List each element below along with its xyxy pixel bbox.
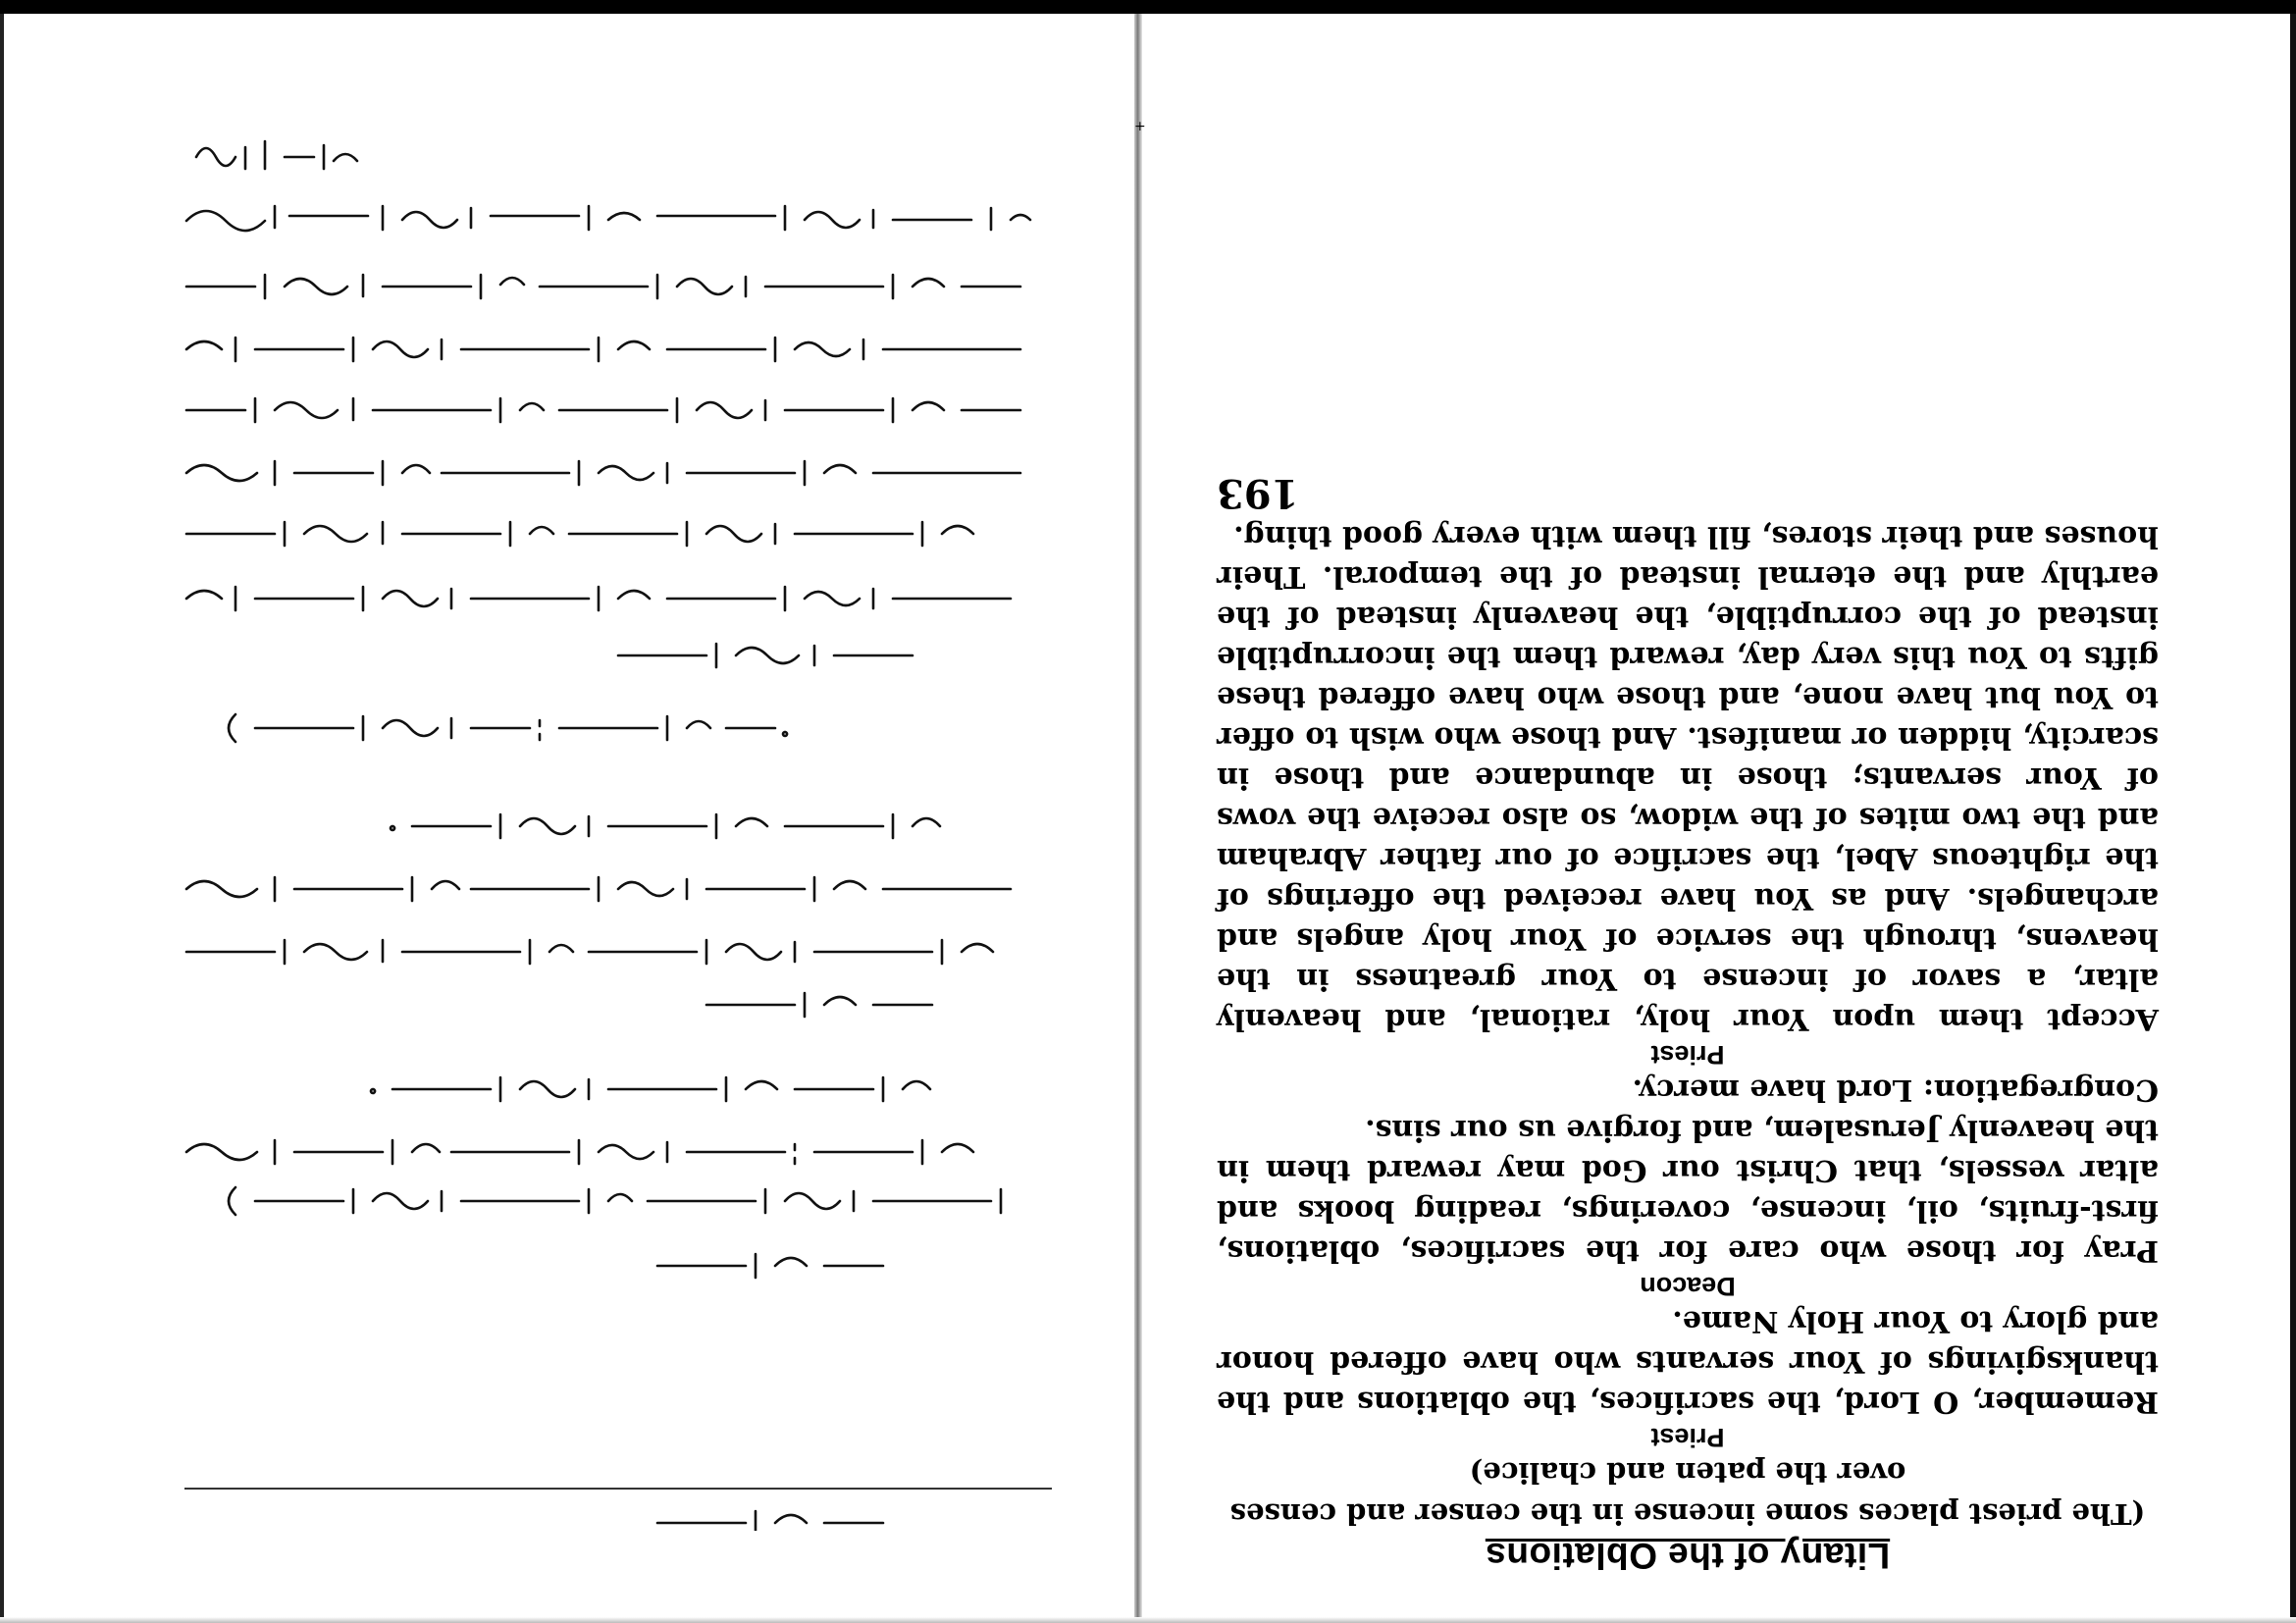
- scan-bottom-shadow: [0, 1617, 2296, 1623]
- page-title: Litany of the Oblations: [1485, 1536, 1891, 1576]
- rubric-instruction: (The priest places some incense in the censer and censes over the paten and chalice): [1229, 1456, 2146, 1531]
- priest-prayer-2: Accept them upon Your holy, rational, and heavenly altar, a savor of incense to Your greatness in the heavens, through the service of Your holy angels and archangels. And as You have received the offerings of the righteous Abel, the sacrifice of our father Abraham and the two mites of the widow, so also receive the vows of Your servants; those in abundance and those in scarcity, hidden or manifest. And those who wish to offer to You but have none, and those who have offered these gifts to You this very day, reward them the incorruptible instead of the corruptible, the heavenly instead of the earthly and the eternal instead of the temporal. Their houses and their stores, fill them with every good thing.: [1217, 519, 2159, 1036]
- page-number: 193: [1217, 470, 1299, 516]
- gutter-mark: +: [1134, 119, 1146, 134]
- right-page: [1217, 84, 2159, 1576]
- scan-top-border: [0, 0, 2296, 14]
- left-page-handwriting: [177, 118, 1060, 1531]
- congregation-response: Congregation: Lord have mercy.: [1632, 1073, 2159, 1107]
- scan-right-border: [2290, 14, 2296, 1623]
- speaker-priest-1: Priest: [1650, 1423, 1725, 1452]
- scan-left-border: [0, 14, 4, 1623]
- deacon-response: Pray for those who care for the sacrifices, oblations, first-fruits, oil, incense, coverings, reading books and altar vessels, that Christ our God may reward them in the heavenly Jerusalem, and forgive us our sins.: [1217, 1113, 2159, 1268]
- speaker-deacon: Deacon: [1640, 1272, 1736, 1301]
- book-gutter: [1134, 14, 1146, 1623]
- section-divider-line: [184, 1488, 1052, 1490]
- handwritten-script-image: [177, 118, 1060, 1531]
- speaker-priest-2: Priest: [1650, 1040, 1725, 1070]
- priest-prayer-1: Remember, O Lord, the sacrifices, the oblations and the thanksgivings of Your servants who have offered honor and glory to Your Holy Name.: [1217, 1304, 2159, 1419]
